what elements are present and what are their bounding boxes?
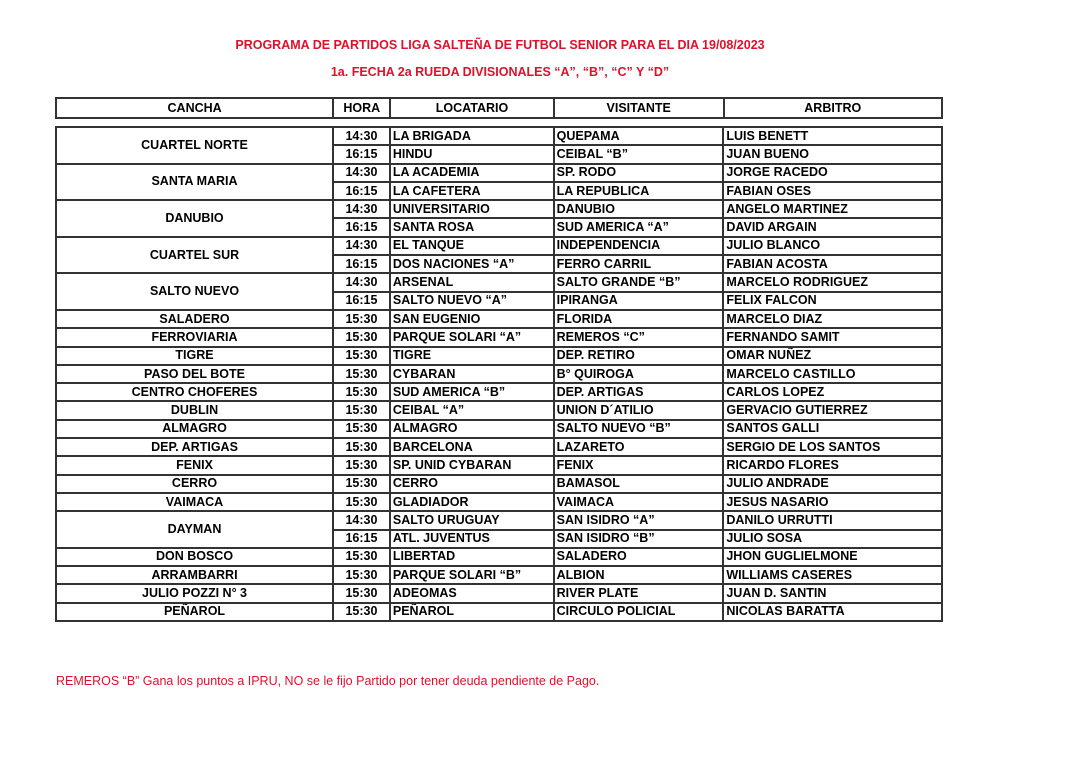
locatario-cell: PARQUE SOLARI “B” xyxy=(390,566,554,584)
visitante-cell: LA REPUBLICA xyxy=(554,182,724,200)
table-row xyxy=(56,438,942,456)
hora-cell: 16:15 xyxy=(333,530,390,548)
table-row xyxy=(56,200,942,218)
visitante-cell: ALBION xyxy=(554,566,724,584)
header-cancha: CANCHA xyxy=(56,98,333,118)
hora-cell: 15:30 xyxy=(333,347,390,365)
visitante-cell: FLORIDA xyxy=(554,310,724,328)
visitante-cell: SP. RODO xyxy=(554,164,724,182)
locatario-cell: SUD AMERICA “B” xyxy=(390,383,554,401)
hora-cell: 15:30 xyxy=(333,401,390,419)
visitante-cell: FENIX xyxy=(554,456,724,474)
arbitro-cell: FELIX FALCON xyxy=(723,292,942,310)
hora-cell: 14:30 xyxy=(333,127,390,145)
table-row xyxy=(56,365,942,383)
table-row xyxy=(56,603,942,621)
locatario-cell: CYBARAN xyxy=(390,365,554,383)
cancha-cell: SANTA MARIA xyxy=(56,164,333,201)
arbitro-cell: OMAR NUÑEZ xyxy=(723,347,942,365)
arbitro-cell: FABIAN ACOSTA xyxy=(723,255,942,273)
table-row xyxy=(56,383,942,401)
table-row xyxy=(56,420,942,438)
table-row xyxy=(56,566,942,584)
locatario-cell: LIBERTAD xyxy=(390,548,554,566)
hora-cell: 15:30 xyxy=(333,438,390,456)
locatario-cell: BARCELONA xyxy=(390,438,554,456)
arbitro-cell: JHON GUGLIELMONE xyxy=(723,548,942,566)
arbitro-cell: LUIS BENETT xyxy=(723,127,942,145)
visitante-cell: FERRO CARRIL xyxy=(554,255,724,273)
cancha-cell: VAIMACA xyxy=(56,493,333,511)
cancha-cell: PASO DEL BOTE xyxy=(56,365,333,383)
cancha-cell: TIGRE xyxy=(56,347,333,365)
cancha-cell: DON BOSCO xyxy=(56,548,333,566)
locatario-cell: CERRO xyxy=(390,475,554,493)
hora-cell: 15:30 xyxy=(333,493,390,511)
locatario-cell: UNIVERSITARIO xyxy=(390,200,554,218)
locatario-cell: LA BRIGADA xyxy=(390,127,554,145)
arbitro-cell: MARCELO RODRIGUEZ xyxy=(723,273,942,291)
hora-cell: 14:30 xyxy=(333,511,390,529)
visitante-cell: B° QUIROGA xyxy=(554,365,724,383)
arbitro-cell: RICARDO FLORES xyxy=(723,456,942,474)
table-row xyxy=(56,456,942,474)
hora-cell: 15:30 xyxy=(333,584,390,602)
visitante-cell: QUEPAMA xyxy=(554,127,724,145)
arbitro-cell: JORGE RACEDO xyxy=(723,164,942,182)
cancha-cell: CUARTEL NORTE xyxy=(56,127,333,164)
table-row xyxy=(56,493,942,511)
hora-cell: 15:30 xyxy=(333,328,390,346)
arbitro-cell: MARCELO DIAZ xyxy=(723,310,942,328)
header-locatario: LOCATARIO xyxy=(390,98,554,118)
hora-cell: 15:30 xyxy=(333,603,390,621)
hora-cell: 15:30 xyxy=(333,548,390,566)
arbitro-cell: GERVACIO GUTIERREZ xyxy=(723,401,942,419)
visitante-cell: SAN ISIDRO “A” xyxy=(554,511,724,529)
table-row xyxy=(56,127,942,145)
arbitro-cell: DAVID ARGAIN xyxy=(723,218,942,236)
arbitro-cell: NICOLAS BARATTA xyxy=(723,603,942,621)
table-row xyxy=(56,273,942,291)
locatario-cell: SALTO URUGUAY xyxy=(390,511,554,529)
table-row xyxy=(56,237,942,255)
arbitro-cell: WILLIAMS CASERES xyxy=(723,566,942,584)
schedule-table xyxy=(55,126,943,622)
hora-cell: 16:15 xyxy=(333,255,390,273)
hora-cell: 16:15 xyxy=(333,218,390,236)
hora-cell: 16:15 xyxy=(333,145,390,163)
arbitro-cell: JUAN D. SANTIN xyxy=(723,584,942,602)
locatario-cell: CEIBAL “A” xyxy=(390,401,554,419)
locatario-cell: ALMAGRO xyxy=(390,420,554,438)
cancha-cell: ALMAGRO xyxy=(56,420,333,438)
visitante-cell: CEIBAL “B” xyxy=(554,145,724,163)
cancha-cell: DEP. ARTIGAS xyxy=(56,438,333,456)
hora-cell: 15:30 xyxy=(333,456,390,474)
visitante-cell: SALADERO xyxy=(554,548,724,566)
cancha-cell: DAYMAN xyxy=(56,511,333,548)
locatario-cell: LA CAFETERA xyxy=(390,182,554,200)
arbitro-cell: JULIO BLANCO xyxy=(723,237,942,255)
table-row xyxy=(56,475,942,493)
header-hora: HORA xyxy=(333,98,390,118)
visitante-cell: IPIRANGA xyxy=(554,292,724,310)
locatario-cell: DOS NACIONES “A” xyxy=(390,255,554,273)
locatario-cell: ADEOMAS xyxy=(390,584,554,602)
header-visitante: VISITANTE xyxy=(554,98,724,118)
locatario-cell: SP. UNID CYBARAN xyxy=(390,456,554,474)
locatario-cell: LA ACADEMIA xyxy=(390,164,554,182)
locatario-cell: SAN EUGENIO xyxy=(390,310,554,328)
arbitro-cell: DANILO URRUTTI xyxy=(723,511,942,529)
table-row xyxy=(56,511,942,529)
visitante-cell: SUD AMERICA “A” xyxy=(554,218,724,236)
arbitro-cell: CARLOS LOPEZ xyxy=(723,383,942,401)
locatario-cell: HINDU xyxy=(390,145,554,163)
visitante-cell: BAMASOL xyxy=(554,475,724,493)
visitante-cell: SAN ISIDRO “B” xyxy=(554,530,724,548)
cancha-cell: ARRAMBARRI xyxy=(56,566,333,584)
locatario-cell: ATL. JUVENTUS xyxy=(390,530,554,548)
cancha-cell: FERROVIARIA xyxy=(56,328,333,346)
hora-cell: 15:30 xyxy=(333,420,390,438)
visitante-cell: SALTO GRANDE “B” xyxy=(554,273,724,291)
cancha-cell: DUBLIN xyxy=(56,401,333,419)
visitante-cell: DANUBIO xyxy=(554,200,724,218)
arbitro-cell: MARCELO CASTILLO xyxy=(723,365,942,383)
arbitro-cell: JULIO ANDRADE xyxy=(723,475,942,493)
hora-cell: 16:15 xyxy=(333,182,390,200)
cancha-cell: JULIO POZZI N° 3 xyxy=(56,584,333,602)
arbitro-cell: SANTOS GALLI xyxy=(723,420,942,438)
hora-cell: 14:30 xyxy=(333,164,390,182)
visitante-cell: REMEROS “C” xyxy=(554,328,724,346)
cancha-cell: DANUBIO xyxy=(56,200,333,237)
arbitro-cell: JESUS NASARIO xyxy=(723,493,942,511)
arbitro-cell: SERGIO DE LOS SANTOS xyxy=(723,438,942,456)
locatario-cell: ARSENAL xyxy=(390,273,554,291)
arbitro-cell: JULIO SOSA xyxy=(723,530,942,548)
locatario-cell: SANTA ROSA xyxy=(390,218,554,236)
cancha-cell: SALTO NUEVO xyxy=(56,273,333,310)
visitante-cell: DEP. ARTIGAS xyxy=(554,383,724,401)
hora-cell: 16:15 xyxy=(333,292,390,310)
locatario-cell: SALTO NUEVO “A” xyxy=(390,292,554,310)
arbitro-cell: FABIAN OSES xyxy=(723,182,942,200)
table-row xyxy=(56,584,942,602)
cancha-cell: CUARTEL SUR xyxy=(56,237,333,274)
visitante-cell: LAZARETO xyxy=(554,438,724,456)
visitante-cell: RIVER PLATE xyxy=(554,584,724,602)
visitante-cell: SALTO NUEVO “B” xyxy=(554,420,724,438)
footnote: REMEROS “B” Gana los puntos a IPRU, NO se le fijo Partido por tener deuda pendiente de Pago. xyxy=(56,674,600,688)
arbitro-cell: JUAN BUENO xyxy=(723,145,942,163)
visitante-cell: UNION D´ATILIO xyxy=(554,401,724,419)
table-row xyxy=(56,328,942,346)
visitante-cell: VAIMACA xyxy=(554,493,724,511)
page-title: PROGRAMA DE PARTIDOS LIGA SALTEÑA DE FUTBOL SENIOR PARA EL DIA 19/08/2023 xyxy=(235,38,765,52)
table-row xyxy=(56,310,942,328)
arbitro-cell: FERNANDO SAMIT xyxy=(723,328,942,346)
header-table xyxy=(55,97,943,119)
hora-cell: 14:30 xyxy=(333,237,390,255)
arbitro-cell: ANGELO MARTINEZ xyxy=(723,200,942,218)
hora-cell: 15:30 xyxy=(333,383,390,401)
locatario-cell: PARQUE SOLARI “A” xyxy=(390,328,554,346)
hora-cell: 15:30 xyxy=(333,310,390,328)
cancha-cell: PEÑAROL xyxy=(56,603,333,621)
hora-cell: 15:30 xyxy=(333,365,390,383)
table-row xyxy=(56,347,942,365)
header-arbitro: ARBITRO xyxy=(724,98,942,118)
cancha-cell: FENIX xyxy=(56,456,333,474)
page-subtitle: 1a. FECHA 2a RUEDA DIVISIONALES “A”, “B”, “C” Y “D” xyxy=(330,65,670,79)
locatario-cell: TIGRE xyxy=(390,347,554,365)
hora-cell: 15:30 xyxy=(333,475,390,493)
hora-cell: 14:30 xyxy=(333,273,390,291)
table-row xyxy=(56,548,942,566)
hora-cell: 14:30 xyxy=(333,200,390,218)
table-row xyxy=(56,401,942,419)
cancha-cell: CERRO xyxy=(56,475,333,493)
visitante-cell: INDEPENDENCIA xyxy=(554,237,724,255)
table-row xyxy=(56,164,942,182)
locatario-cell: PEÑAROL xyxy=(390,603,554,621)
cancha-cell: CENTRO CHOFERES xyxy=(56,383,333,401)
visitante-cell: CIRCULO POLICIAL xyxy=(554,603,724,621)
cancha-cell: SALADERO xyxy=(56,310,333,328)
visitante-cell: DEP. RETIRO xyxy=(554,347,724,365)
hora-cell: 15:30 xyxy=(333,566,390,584)
locatario-cell: EL TANQUE xyxy=(390,237,554,255)
locatario-cell: GLADIADOR xyxy=(390,493,554,511)
